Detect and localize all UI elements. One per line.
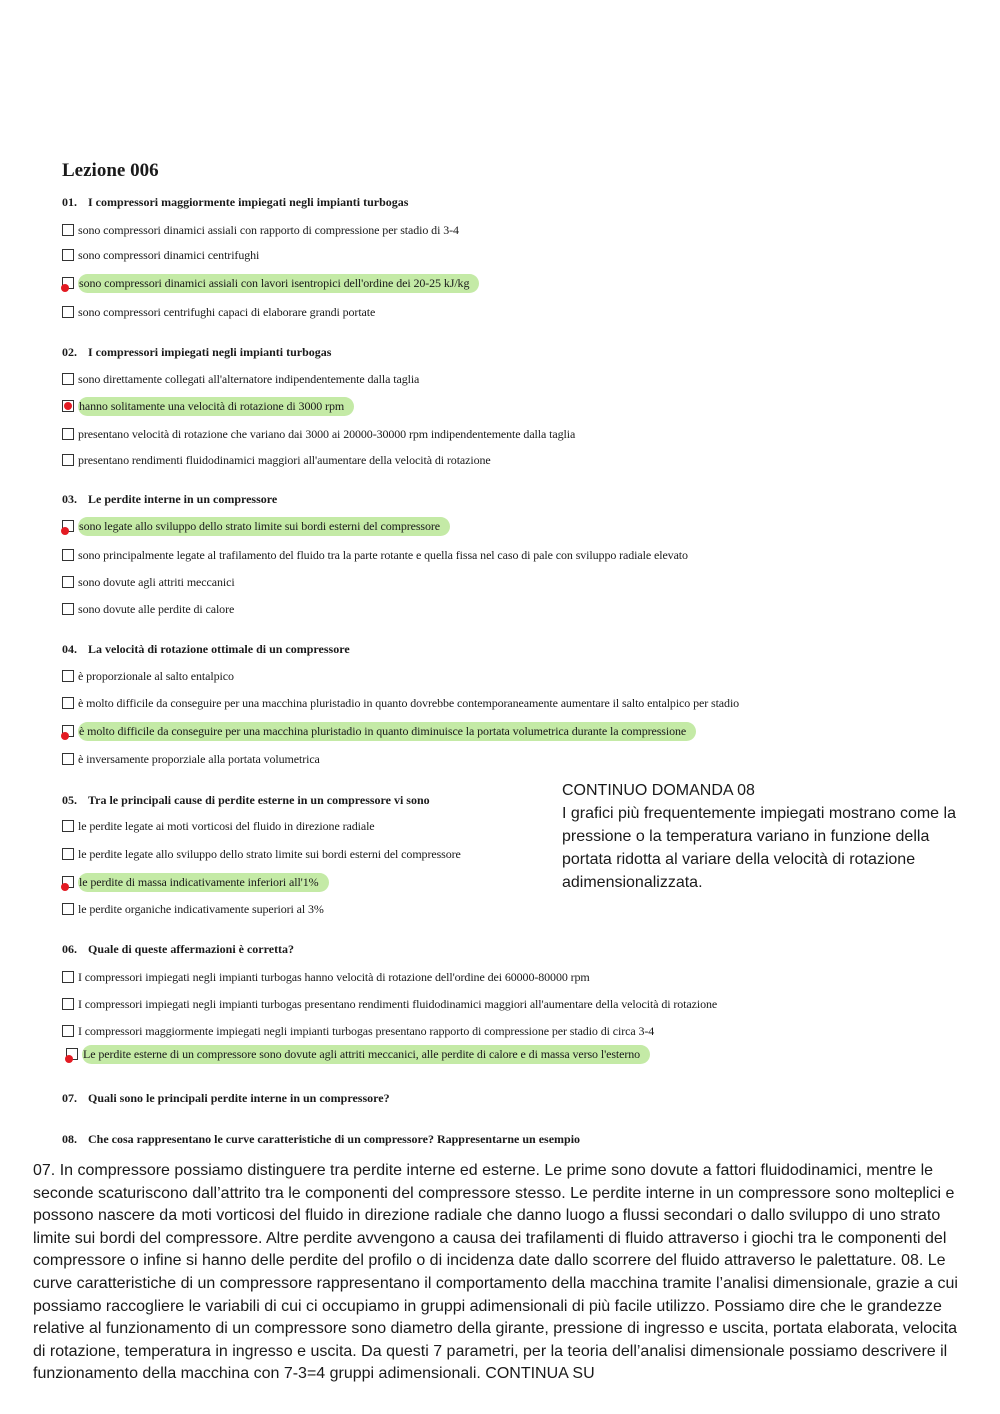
question-06 <box>62 942 294 957</box>
question-number: 05. <box>62 793 77 807</box>
checkbox[interactable] <box>62 306 74 318</box>
option-06-1[interactable] <box>62 967 590 987</box>
option-text: presentano rendimenti fluidodinamici maggiori all'aumentare della velocità di rotazione <box>78 452 491 467</box>
option-text-highlighted: sono compressori dinamici assiali con lavori isentropici dell'ordine dei 20-25 kJ/kg <box>78 274 479 293</box>
question-08 <box>62 1132 580 1147</box>
option-text: presentano velocità di rotazione che variano dai 3000 ai 20000-30000 rpm indipendentemente dalla taglia <box>78 426 576 441</box>
option-text-highlighted: le perdite di massa indicativamente inferiori all'1% <box>78 873 329 892</box>
checkbox[interactable] <box>62 697 74 709</box>
option-03-2[interactable] <box>62 545 688 565</box>
question-number: 03. <box>62 492 77 506</box>
checkbox[interactable] <box>62 971 74 983</box>
option-03-1[interactable] <box>62 516 450 536</box>
checkbox[interactable] <box>62 903 74 915</box>
option-text: è proporzionale al salto entalpico <box>78 668 234 683</box>
option-text: I compressori impiegati negli impianti turbogas hanno velocità di rotazione dell'ordine dei 60000-80000 rpm <box>78 969 590 984</box>
checkbox-selected[interactable] <box>62 725 74 737</box>
checkbox[interactable] <box>62 454 74 466</box>
option-text: le perdite legate ai moti vorticosi del fluido in direzione radiale <box>78 818 375 833</box>
selected-marker-icon <box>61 284 69 292</box>
option-text-highlighted: Le perdite esterne di un compressore sono dovute agli attriti meccanici, alle perdite di calore e di massa verso l'esterno <box>82 1045 650 1064</box>
option-04-3[interactable] <box>62 721 696 741</box>
checkbox-selected[interactable] <box>66 1048 78 1060</box>
option-text: è inversamente proporziale alla portata volumetrica <box>78 751 320 766</box>
option-text: sono compressori centrifughi capaci di elaborare grandi portate <box>78 304 376 319</box>
question-text: Le perdite interne in un compressore <box>88 492 278 506</box>
question-text: I compressori maggiormente impiegati negli impianti turbogas <box>88 195 409 209</box>
question-01 <box>62 195 408 210</box>
checkbox[interactable] <box>62 249 74 261</box>
option-02-3[interactable] <box>62 424 575 444</box>
option-text: sono compressori dinamici centrifughi <box>78 247 260 262</box>
checkbox[interactable] <box>62 576 74 588</box>
checkbox[interactable] <box>62 603 74 615</box>
option-02-1[interactable] <box>62 369 419 389</box>
option-text: sono compressori dinamici assiali con rapporto di compressione per stadio di 3-4 <box>78 222 459 237</box>
checkbox[interactable] <box>62 998 74 1010</box>
checkbox[interactable] <box>62 753 74 765</box>
question-number: 08. <box>62 1132 77 1146</box>
option-text: sono principalmente legate al trafilamento del fluido tra la parte rotante e quella fissa nel caso di pale con sviluppo radiale elevato <box>78 547 688 562</box>
option-text: sono dovute agli attriti meccanici <box>78 574 235 589</box>
option-text-highlighted: sono legate allo sviluppo dello strato limite sui bordi esterni del compressore <box>78 517 450 536</box>
checkbox-selected[interactable] <box>62 520 74 532</box>
side-note <box>562 779 982 894</box>
option-02-4[interactable] <box>62 450 491 470</box>
question-number: 06. <box>62 942 77 956</box>
checkbox-selected[interactable] <box>62 277 74 289</box>
question-03 <box>62 492 277 507</box>
option-01-1[interactable] <box>62 220 459 240</box>
question-07 <box>62 1091 390 1106</box>
question-number: 07. <box>62 1091 77 1105</box>
question-04 <box>62 642 350 657</box>
option-06-4[interactable] <box>66 1044 650 1064</box>
checkbox[interactable] <box>62 820 74 832</box>
option-text: sono dovute alle perdite di calore <box>78 601 235 616</box>
option-05-1[interactable] <box>62 816 375 836</box>
option-05-4[interactable] <box>62 899 324 919</box>
checkbox[interactable] <box>62 848 74 860</box>
option-05-2[interactable] <box>62 844 461 864</box>
answer-text: 07. In compressore possiamo distinguere tra perdite interne ed esterne. Le prime sono dovute a fattori fluidodinamici, mentre le seconde scaturiscono dall’attrito tra le componenti del compressore stesso. Le perdite interne in un compressore sono molteplici e possono nascere da moti vorticosi del fluido in direzione radiale che danno luogo a flussi secondari o dallo sviluppo di uno strato limite sui bordi del compressore. Altre perdite avvengono a causa dei trafilamenti di fluido attraverso i giochi tra le componenti del compressore o infine si hanno delle perdite del profilo o di incidenza date dallo scorrere del fluido attraverso le palettature. 08. Le curve caratteristiche di un compressore rappresentano il comportamento della macchina tramite l’analisi dimensionale, grazie a cui possiamo raccogliere le variabili di cui ci occupiamo in gruppi adimensionali di più facile utilizzo. Possiamo dire che le grandezze relative al funzionamento di un compressore sono diametro della girante, pressione di ingresso e uscita, portata elaborata, velocita di rotazione, temperatura in ingresso e uscita. Da questi 7 parametri, per la teoria dell’analisi dimensionale possiamo descrivere il funzionamento della macchina con 7-3=4 gruppi adimensionali. CONTINUA SU <box>33 1162 958 1383</box>
option-03-3[interactable] <box>62 572 235 592</box>
question-text: La velocità di rotazione ottimale di un compressore <box>88 642 350 656</box>
option-text: I compressori maggiormente impiegati negli impianti turbogas presentano rapporto di compressione per stadio di circa 3-4 <box>78 1023 655 1038</box>
checkbox[interactable] <box>62 549 74 561</box>
selected-marker-icon <box>61 732 69 740</box>
option-text: le perdite legate allo sviluppo dello strato limite sui bordi esterni del compressore <box>78 846 461 861</box>
question-number: 04. <box>62 642 77 656</box>
option-06-3[interactable] <box>62 1021 654 1041</box>
option-01-4[interactable] <box>62 302 375 322</box>
option-text-highlighted: hanno solitamente una velocità di rotazione di 3000 rpm <box>78 397 354 416</box>
question-number: 02. <box>62 345 77 359</box>
question-text: Tra le principali cause di perdite esterne in un compressore vi sono <box>88 793 430 807</box>
checkbox-selected[interactable] <box>62 400 74 412</box>
option-text: I compressori impiegati negli impianti turbogas presentano rendimenti fluidodinamici maggiori all'aumentare della velocità di rotazione <box>78 996 718 1011</box>
selected-marker-icon <box>64 402 72 410</box>
checkbox[interactable] <box>62 670 74 682</box>
option-06-2[interactable] <box>62 994 717 1014</box>
selected-marker-icon <box>65 1055 73 1063</box>
option-01-2[interactable] <box>62 245 259 265</box>
checkbox[interactable] <box>62 373 74 385</box>
checkbox[interactable] <box>62 1025 74 1037</box>
option-04-2[interactable] <box>62 693 739 713</box>
question-number: 01. <box>62 195 77 209</box>
option-text: le perdite organiche indicativamente superiori al 3% <box>78 901 324 916</box>
selected-marker-icon <box>61 527 69 535</box>
option-04-1[interactable] <box>62 666 234 686</box>
question-text: Che cosa rappresentano le curve caratteristiche di un compressore? Rappresentarne un esempio <box>88 1132 581 1146</box>
lesson-title: Lezione 006 <box>62 160 159 181</box>
option-text: sono direttamente collegati all'alternatore indipendentemente dalla taglia <box>78 371 420 386</box>
option-04-4[interactable] <box>62 749 320 769</box>
checkbox-selected[interactable] <box>62 876 74 888</box>
side-note-body: I grafici più frequentemente impiegati mostrano come la pressione o la temperatura variano in funzione della portata ridotta al variare della velocità di rotazione adimensionalizzata. <box>562 805 956 891</box>
question-02 <box>62 345 331 360</box>
question-text: Quale di queste affermazioni è corretta? <box>88 942 295 956</box>
option-01-3[interactable] <box>62 273 479 293</box>
option-03-4[interactable] <box>62 599 234 619</box>
question-text: I compressori impiegati negli impianti turbogas <box>88 345 332 359</box>
checkbox[interactable] <box>62 224 74 236</box>
option-text-highlighted: è molto difficile da conseguire per una macchina pluristadio in quanto diminuisce la portata volumetrica durante la compressione <box>78 722 696 741</box>
option-text: è molto difficile da conseguire per una macchina pluristadio in quanto dovrebbe contemporaneamente aumentare il salto entalpico per stadio <box>78 695 740 710</box>
question-05 <box>62 793 430 808</box>
option-02-2[interactable] <box>62 396 354 416</box>
selected-marker-icon <box>61 883 69 891</box>
option-05-3[interactable] <box>62 872 329 892</box>
side-note-heading: CONTINUO DOMANDA 08 <box>562 782 755 799</box>
question-text: Quali sono le principali perdite interne in un compressore? <box>88 1091 390 1105</box>
checkbox[interactable] <box>62 428 74 440</box>
